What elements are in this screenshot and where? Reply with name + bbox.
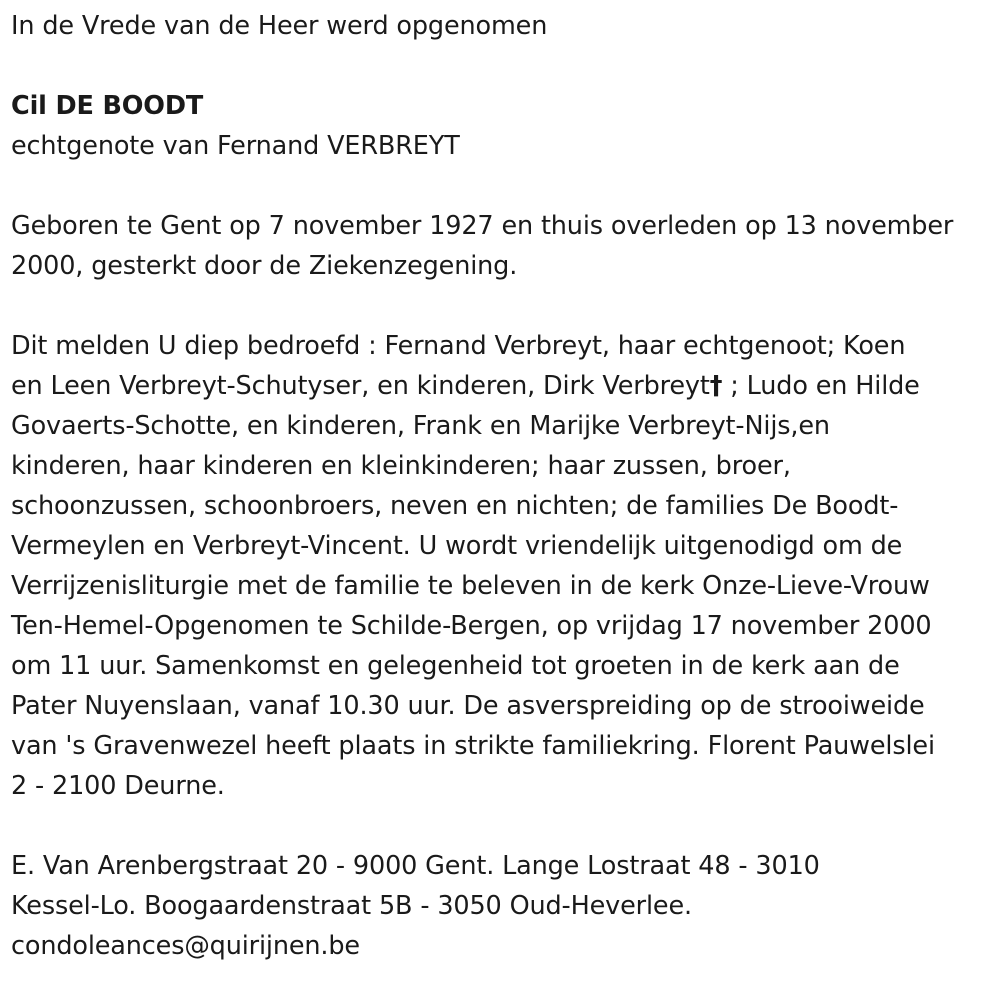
address-line: Kessel-Lo. Boogaardenstraat 5B - 3050 Oud-Heverlee.: [11, 891, 692, 921]
paragraph-line: kinderen, haar kinderen en kleinkinderen; haar zussen, broer,: [11, 451, 791, 481]
paragraph-line: Pater Nuyenslaan, vanaf 10.30 uur. De asverspreiding op de strooiweide: [11, 691, 925, 721]
email-address: condoleances@quirijnen.be: [11, 931, 360, 961]
paragraph-line: Govaerts-Schotte, en kinderen, Frank en Marijke Verbreyt-Nijs,en: [11, 411, 830, 441]
line-text: ; Ludo en Hilde: [722, 371, 920, 401]
paragraph-line: Verrijzenisliturgie met de familie te beleven in de kerk Onze-Lieve-Vrouw: [11, 571, 930, 601]
paragraph-line: Geboren te Gent op 7 november 1927 en thuis overleden op 13 november: [11, 211, 954, 241]
spacer: [11, 166, 1000, 206]
birth-death-paragraph: [11, 206, 1000, 286]
cross-icon: †: [709, 371, 723, 401]
paragraph-line: Dit melden U diep bedroefd : Fernand Verbreyt, haar echtgenoot; Koen: [11, 331, 906, 361]
paragraph-line: 2 - 2100 Deurne.: [11, 771, 225, 801]
announcement-paragraph: [11, 326, 1000, 806]
paragraph-line: 2000, gesterkt door de Ziekenzegening.: [11, 251, 518, 281]
paragraph-line: schoonzussen, schoonbroers, neven en nichten; de families De Boodt-: [11, 491, 899, 521]
paragraph-line: van 's Gravenwezel heeft plaats in strikte familiekring. Florent Pauwelslei: [11, 731, 935, 761]
contact-paragraph: [11, 846, 1000, 966]
line-text: en Leen Verbreyt-Schutyser, en kinderen, Dirk Verbreyt: [11, 371, 710, 401]
spouse-relation: echtgenote van Fernand VERBREYT: [11, 131, 460, 161]
spacer: [11, 286, 1000, 326]
deceased-name: Cil DE BOODT: [11, 91, 204, 121]
spacer: [11, 46, 1000, 86]
paragraph-line: om 11 uur. Samenkomst en gelegenheid tot groeten in de kerk aan de: [11, 651, 900, 681]
paragraph-line: [11, 366, 1000, 406]
paragraph-line: Ten-Hemel-Opgenomen te Schilde-Bergen, op vrijdag 17 november 2000: [11, 611, 932, 641]
spacer: [11, 806, 1000, 846]
intro-text: In de Vrede van de Heer werd opgenomen: [11, 11, 548, 41]
paragraph-line: Vermeylen en Verbreyt-Vincent. U wordt vriendelijk uitgenodigd om de: [11, 531, 903, 561]
address-line: E. Van Arenbergstraat 20 - 9000 Gent. Lange Lostraat 48 - 3010: [11, 851, 820, 881]
